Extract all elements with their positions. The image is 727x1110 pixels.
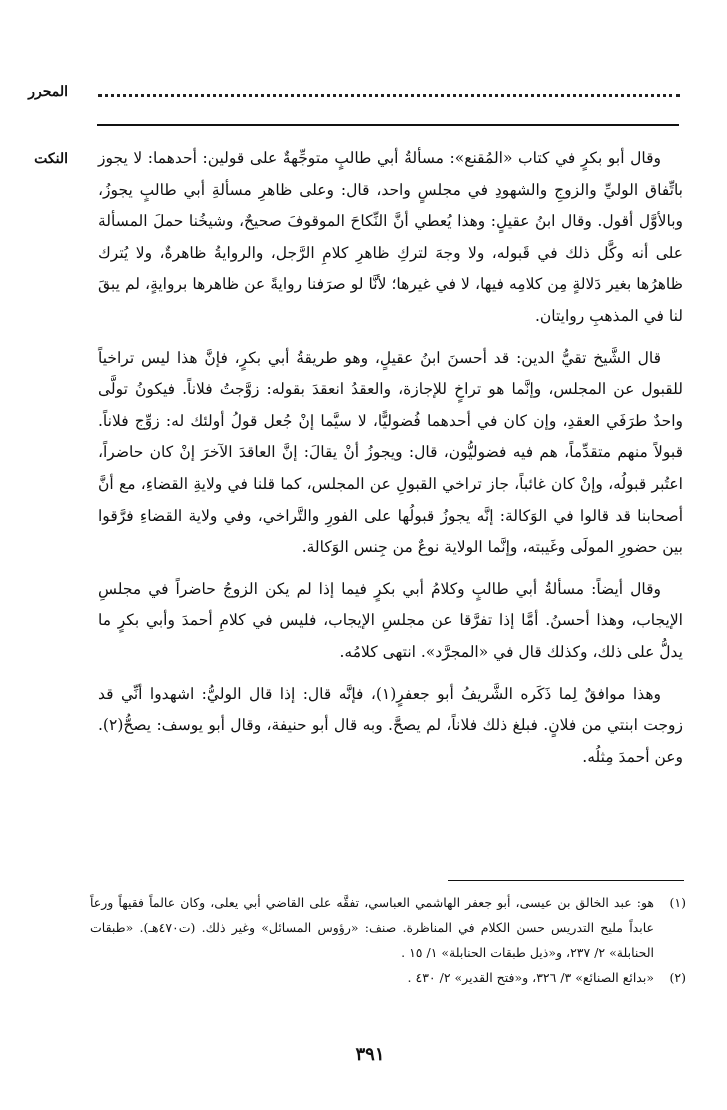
- paragraph: قال الشَّيخ تقيُّ الدين: قد أحسنَ ابنُ عقيلٍ، وهو طريقةُ أبي بكرٍ، فإنَّ هذا ليس تراخياً للقبول عن المجلس، وإنَّما هو تراخٍ للإجازة، والعقدُ انعقدَ بقوله: زوَّجتُ فلاناً. فيكونُ تولَّى واحدٌ طرَفَي العقدِ، وإن كان في أحدهما فُضوليًّا، لا سيَّما إنْ جُعل قولُ أولئك له: زوِّج فلاناً. قبولاً منهم متقدِّماً، هم فيه فضوليُّون، قال: ويجوزُ أنْ يقالَ: إنَّ العاقدَ الآخرَ إنْ كان حاضراً، اعتُبر قبولُه، وإنْ كان غائباً، جاز تراخي القبولِ عن المجلس، كما قلنا في ولايةِ القضاءِ، مع أنَّ أصحابنا قد قالوا في الوَكالة: إنَّه يجوزُ قبولُها على الفورِ والتَّراخي، وفي ولاية القضاءِ فرَّقوا بين حضورِ المولَى وغَيبته، وإنَّما الولاية نوعٌ من جِنس الوَكالة.: [98, 348, 684, 557]
- footnote-text: هو: عبد الخالق بن عيسى، أبو جعفر الهاشمي العباسي، تفقَّه على القاضي أبي يعلى، وكان عالماً فقيهاً ورعاً عابداً مليح التدريس حسن الكلام في المناظرة. صنف: «رؤوس المسائل» وغير ذلك. (ت٤٧٠هـ). «طبقات الحنابلة» ٢/ ٢٣٧، و«ذيل طبقات الحنابلة» ١/ ١٥ .: [90, 895, 654, 960]
- footnotes: [90, 890, 686, 990]
- footnote-text: «بدائع الصنائع» ٣/ ٣٢٦، و«فتح القدير» ٢/ ٤٣٠ .: [407, 970, 654, 985]
- page-number: ٣٩١: [355, 1044, 385, 1065]
- footnote: [90, 890, 686, 965]
- footnote-number: (٢): [669, 970, 686, 985]
- header-rule: [97, 124, 679, 126]
- paragraph: وقال أيضاً: مسألةُ أبي طالبٍ وكلامُ أبي بكرٍ فيما إذا لم يكن الزوجُ حاضراً في مجلسِ الإيجاب، وهذا أحسنُ. أمَّا إذا تفرَّقا عن مجلسِ الإيجاب، فليس في كلامِ أحمدَ وأبي بكرٍ ما يدلُّ على ذلك، وكذلك قال في «المجرَّد». انتهى كلامُه.: [98, 579, 683, 661]
- main-text: [98, 143, 683, 783]
- footnote-rule: [448, 880, 684, 881]
- footnote-number: (١): [669, 895, 686, 910]
- header-dotted-leader: [98, 86, 680, 97]
- running-title: المحرر: [28, 84, 68, 100]
- side-label: النكت: [34, 151, 68, 167]
- paragraph: وقال أبو بكرٍ في كتاب «المُقنع»: مسألةُ أبي طالبٍ متوجِّهةٌ على قولين: أحدهما: لا يجوز باتِّفاق الوليِّ والزوجِ والشهودِ في مجلسٍ واحد، قال: وعلى ظاهرِ مسألةِ أبي طالبٍ يجوزُ، وبالأوَّل أقول. وقال ابنُ عقيلٍ: وهذا يُعطي أنَّ النِّكاحَ الموقوفَ صحيحٌ، وشيخُنا حملَ المسألة على أنه وكَّل ذلك في قَبوله، ولا وجهَ لتركِ ظاهرِ كلامِ الرَّجل، والروايةُ ظاهرةٌ، ولا يُترك ظاهرُها بغير دَلالةٍ مِن كلامِه فيها، لا في غيرها؛ لأنَّا لو صرَفنا روايةً عن ظاهرها بروايةٍ، لم يبقَ لنا في المذهبِ روايتان.: [98, 149, 683, 325]
- footnote: [90, 965, 686, 990]
- paragraph: وهذا موافقٌ لِما ذَكَره الشَّريفُ أبو جعفرٍ(١)، فإنَّه قال: إذا قال الوليُّ: اشهدوا أنِّي قد زوجت ابنتي من فلانٍ. فبلغ ذلك فلاناً، لم يصحَّ. وبه قال أبو حنيفة، وقال أبو يوسف: يصحُّ(٢). وعن أحمدَ مِثلُه.: [98, 684, 683, 766]
